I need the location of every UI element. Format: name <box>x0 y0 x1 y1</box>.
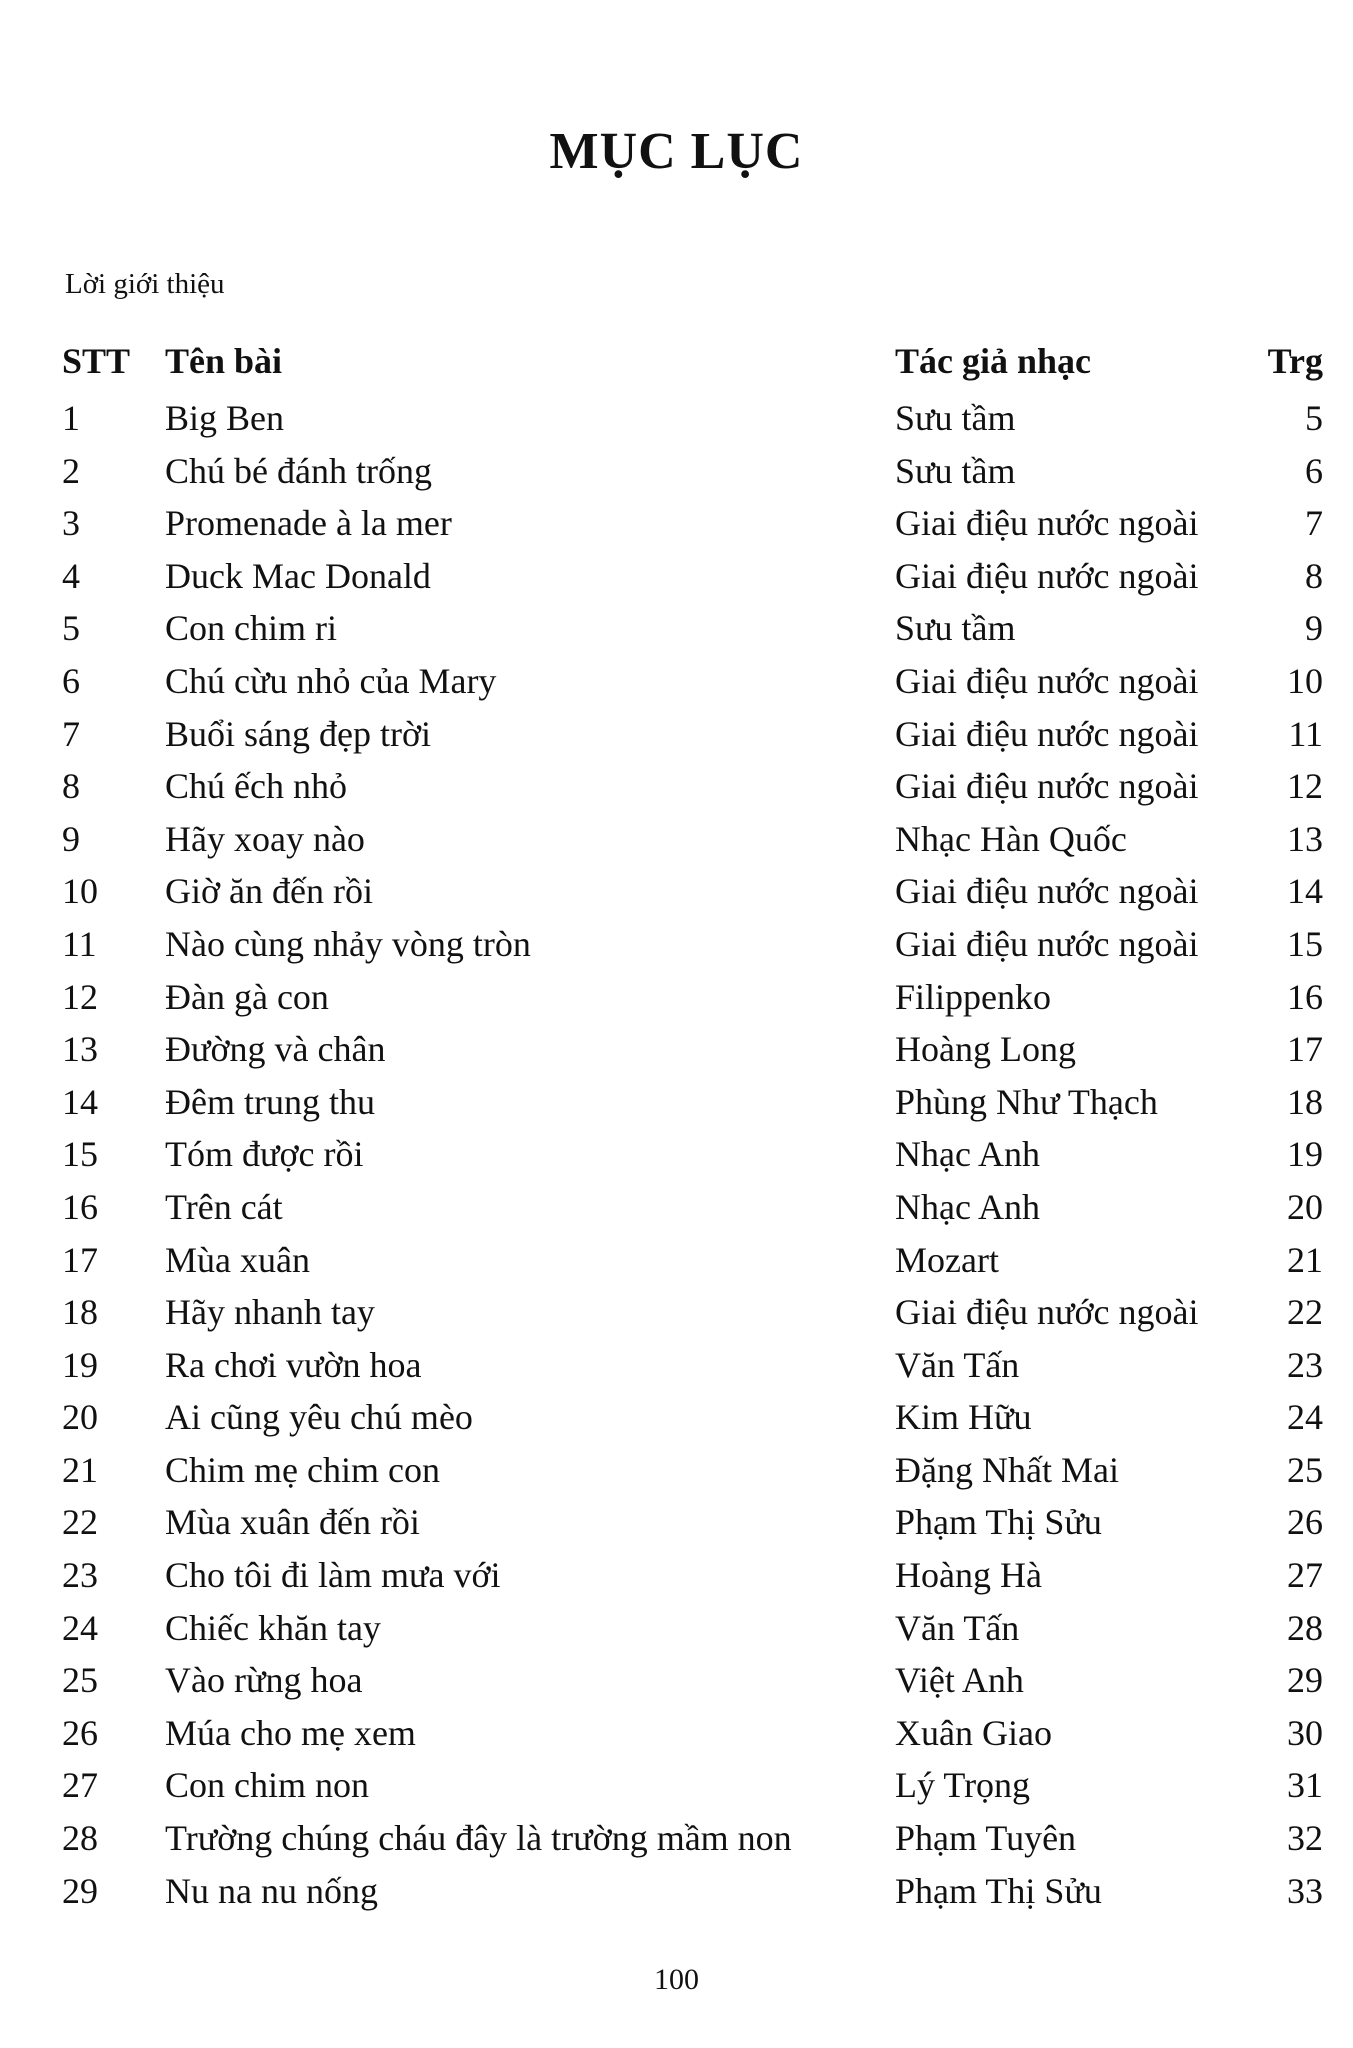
row-page: 6 <box>1305 450 1323 491</box>
song-author: Nhạc Anh <box>895 1134 1040 1175</box>
table-row <box>0 1759 1353 1812</box>
row-page: 31 <box>1287 1765 1323 1806</box>
row-number: 10 <box>62 871 98 912</box>
song-title: Hãy xoay nào <box>165 818 365 859</box>
table-row <box>0 1707 1353 1760</box>
song-author: Hoàng Hà <box>895 1555 1042 1596</box>
song-title: Nu na nu nống <box>165 1870 378 1911</box>
table-row <box>0 1391 1353 1444</box>
row-number: 5 <box>62 608 80 649</box>
row-page: 13 <box>1287 818 1323 859</box>
song-author: Filippenko <box>895 976 1052 1017</box>
song-title: Chim mẹ chim con <box>165 1449 440 1490</box>
row-page: 27 <box>1287 1555 1323 1596</box>
table-row <box>0 602 1353 655</box>
song-title: Đường và chân <box>165 1029 386 1070</box>
row-number: 29 <box>62 1870 98 1911</box>
song-title: Nào cùng nhảy vòng tròn <box>165 923 531 964</box>
song-author: Sưu tầm <box>895 398 1016 438</box>
song-title: Chiếc khăn tay <box>165 1607 381 1648</box>
row-number: 18 <box>62 1292 98 1333</box>
header-author: Tác giả nhạc <box>895 341 1092 381</box>
row-number: 17 <box>62 1239 98 1280</box>
row-number: 14 <box>62 1081 98 1122</box>
song-author: Phạm Thị Sửu <box>895 1870 1102 1911</box>
song-title: Vào rừng hoa <box>165 1660 363 1701</box>
song-author: Giai điệu nước ngoài <box>895 503 1199 544</box>
row-number: 23 <box>62 1555 98 1596</box>
row-page: 14 <box>1287 871 1323 912</box>
song-author: Đặng Nhất Mai <box>895 1449 1119 1490</box>
song-title: Cho tôi đi làm mưa với <box>165 1555 501 1596</box>
row-page: 12 <box>1287 766 1323 807</box>
row-page: 29 <box>1287 1660 1323 1701</box>
table-of-contents <box>0 330 1353 1917</box>
row-page: 5 <box>1305 398 1323 438</box>
row-page: 30 <box>1287 1712 1323 1753</box>
toc-header-row <box>0 330 1353 392</box>
row-page: 26 <box>1287 1502 1323 1543</box>
row-page: 24 <box>1287 1397 1323 1438</box>
song-title: Ai cũng yêu chú mèo <box>165 1397 473 1438</box>
header-title: Tên bài <box>165 341 283 381</box>
row-page: 25 <box>1287 1449 1323 1490</box>
song-title: Trường chúng cháu đây là trường mầm non <box>165 1818 792 1859</box>
song-author: Giai điệu nước ngoài <box>895 871 1199 912</box>
song-title: Hãy nhanh tay <box>165 1292 375 1333</box>
song-title: Giờ ăn đến rồi <box>165 871 373 912</box>
row-number: 4 <box>62 555 80 596</box>
table-row <box>0 1234 1353 1287</box>
song-title: Con chim non <box>165 1765 369 1806</box>
row-page: 22 <box>1287 1292 1323 1333</box>
header-num: STT <box>62 341 131 381</box>
song-author: Giai điệu nước ngoài <box>895 555 1199 596</box>
row-number: 20 <box>62 1397 98 1438</box>
row-page: 19 <box>1287 1134 1323 1175</box>
row-page: 7 <box>1305 503 1323 544</box>
row-number: 1 <box>62 398 80 438</box>
song-title: Mùa xuân đến rồi <box>165 1502 420 1543</box>
table-row <box>0 392 1353 445</box>
song-author: Sưu tầm <box>895 450 1016 491</box>
table-row <box>0 445 1353 498</box>
row-number: 21 <box>62 1449 98 1490</box>
row-number: 3 <box>62 503 80 544</box>
row-page: 33 <box>1287 1870 1323 1911</box>
table-row <box>0 1023 1353 1076</box>
row-number: 15 <box>62 1134 98 1175</box>
table-row <box>0 1654 1353 1707</box>
table-row <box>0 1076 1353 1129</box>
song-author: Việt Anh <box>895 1660 1024 1701</box>
row-page: 15 <box>1287 923 1323 964</box>
row-page: 18 <box>1287 1081 1323 1122</box>
table-row <box>0 655 1353 708</box>
table-row <box>0 918 1353 971</box>
table-row <box>0 1496 1353 1549</box>
song-author: Giai điệu nước ngoài <box>895 713 1199 754</box>
row-number: 28 <box>62 1818 98 1859</box>
song-author: Mozart <box>895 1239 999 1280</box>
row-number: 26 <box>62 1712 98 1753</box>
row-number: 13 <box>62 1029 98 1070</box>
table-row <box>0 550 1353 603</box>
row-page: 10 <box>1287 660 1323 701</box>
song-author: Giai điệu nước ngoài <box>895 1292 1199 1333</box>
song-author: Hoàng Long <box>895 1029 1076 1070</box>
row-page: 32 <box>1287 1818 1323 1859</box>
row-page: 9 <box>1305 608 1323 649</box>
row-page: 20 <box>1287 1186 1323 1227</box>
table-row <box>0 1286 1353 1339</box>
row-page: 21 <box>1287 1239 1323 1280</box>
table-row <box>0 1865 1353 1918</box>
row-page: 11 <box>1288 713 1323 754</box>
song-author: Kim Hữu <box>895 1397 1032 1438</box>
song-title: Múa cho mẹ xem <box>165 1712 416 1753</box>
row-page: 16 <box>1287 976 1323 1017</box>
song-title: Duck Mac Donald <box>165 555 431 596</box>
page-title: MỤC LỤC <box>549 123 804 180</box>
header-page: Trg <box>1267 341 1323 381</box>
row-number: 25 <box>62 1660 98 1701</box>
table-row <box>0 1549 1353 1602</box>
row-number: 7 <box>62 713 80 754</box>
song-author: Xuân Giao <box>895 1712 1052 1753</box>
row-number: 27 <box>62 1765 98 1806</box>
row-number: 24 <box>62 1607 98 1648</box>
song-author: Nhạc Hàn Quốc <box>895 818 1127 859</box>
song-title: Mùa xuân <box>165 1239 310 1280</box>
row-page: 17 <box>1287 1029 1323 1070</box>
song-title: Ra chơi vườn hoa <box>165 1344 422 1385</box>
intro-entry: Lời giới thiệu <box>65 268 225 300</box>
song-author: Phạm Thị Sửu <box>895 1502 1102 1543</box>
table-row <box>0 760 1353 813</box>
table-row <box>0 1339 1353 1392</box>
table-row <box>0 497 1353 550</box>
row-number: 22 <box>62 1502 98 1543</box>
page-number: 100 <box>654 1963 699 1996</box>
song-title: Con chim ri <box>165 608 337 649</box>
table-row <box>0 1444 1353 1497</box>
table-row <box>0 1602 1353 1655</box>
table-row <box>0 708 1353 761</box>
row-number: 12 <box>62 976 98 1017</box>
song-author: Giai điệu nước ngoài <box>895 766 1199 807</box>
song-title: Đêm trung thu <box>165 1081 375 1122</box>
row-page: 8 <box>1305 555 1323 596</box>
table-row <box>0 1181 1353 1234</box>
song-author: Nhạc Anh <box>895 1186 1040 1227</box>
row-page: 23 <box>1287 1344 1323 1385</box>
table-row <box>0 1812 1353 1865</box>
row-number: 9 <box>62 818 80 859</box>
table-row <box>0 1128 1353 1181</box>
row-number: 6 <box>62 660 80 701</box>
song-author: Giai điệu nước ngoài <box>895 660 1199 701</box>
table-row <box>0 971 1353 1024</box>
song-author: Văn Tấn <box>895 1607 1020 1648</box>
toc-rows <box>0 392 1353 1917</box>
song-author: Phùng Như Thạch <box>895 1081 1158 1122</box>
table-row <box>0 813 1353 866</box>
song-author: Giai điệu nước ngoài <box>895 923 1199 964</box>
song-title: Chú cừu nhỏ của Mary <box>165 660 497 701</box>
row-number: 16 <box>62 1186 98 1227</box>
song-title: Promenade à la mer <box>165 503 452 544</box>
table-row <box>0 865 1353 918</box>
song-author: Lý Trọng <box>895 1765 1031 1806</box>
song-title: Trên cát <box>165 1186 283 1227</box>
row-number: 11 <box>62 923 97 964</box>
song-author: Phạm Tuyên <box>895 1818 1077 1859</box>
song-title: Chú bé đánh trống <box>165 450 432 491</box>
song-title: Big Ben <box>165 398 285 438</box>
row-number: 8 <box>62 766 80 807</box>
song-title: Đàn gà con <box>165 976 329 1017</box>
song-title: Chú ếch nhỏ <box>165 766 347 807</box>
row-page: 28 <box>1287 1607 1323 1648</box>
song-title: Tóm được rồi <box>165 1134 364 1175</box>
song-title: Buổi sáng đẹp trời <box>165 713 432 754</box>
song-author: Sưu tầm <box>895 608 1016 649</box>
song-author: Văn Tấn <box>895 1344 1020 1385</box>
row-number: 19 <box>62 1344 98 1385</box>
row-number: 2 <box>62 450 80 491</box>
